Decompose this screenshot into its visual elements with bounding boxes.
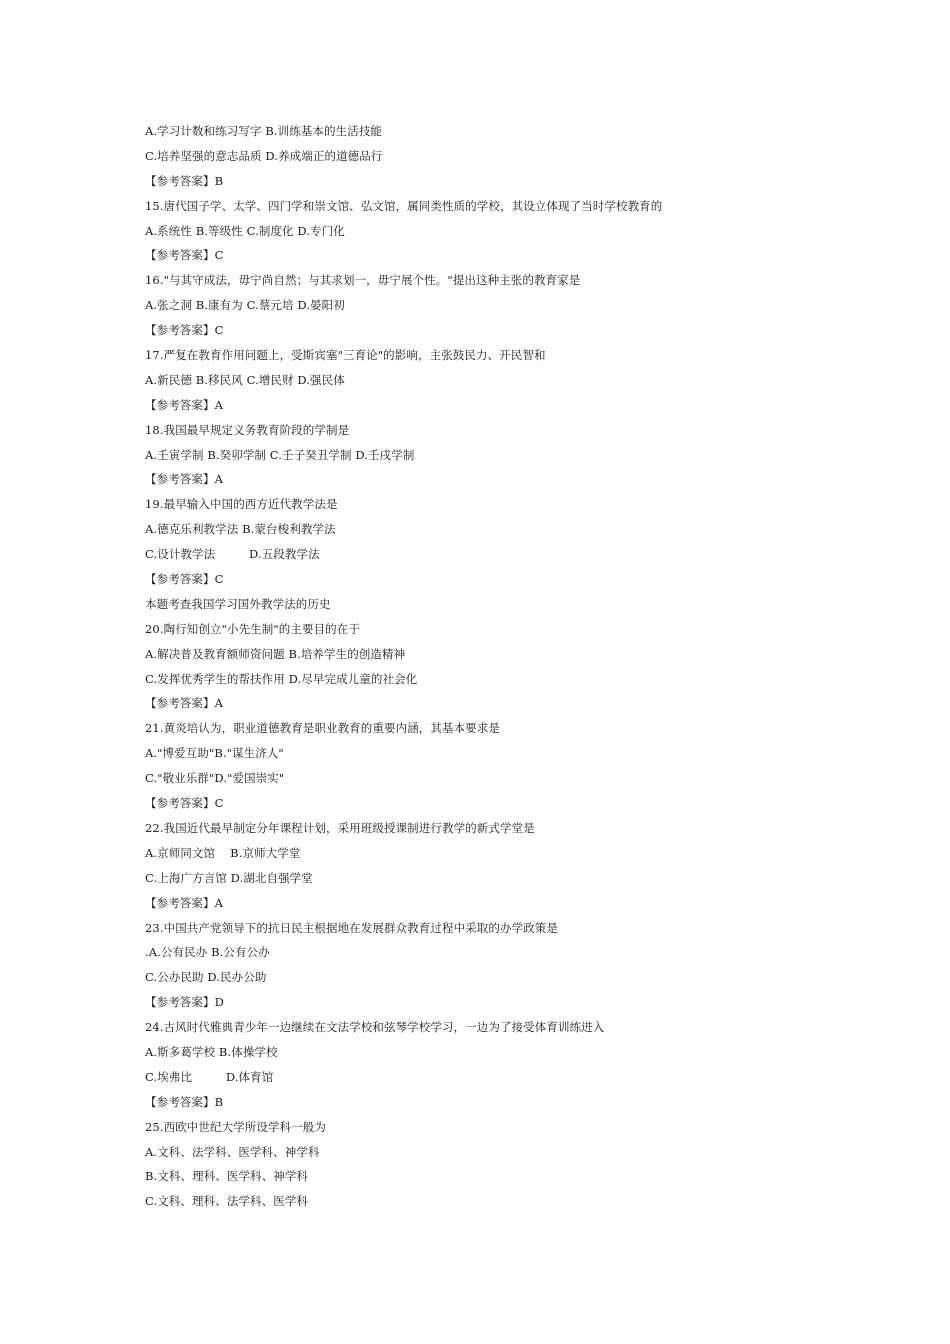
option-line: A.张之洞 B.康有为 C.蔡元培 D.晏阳初 xyxy=(145,298,345,313)
question-line: 21.黄炎培认为，职业道德教育是职业教育的重要内涵，其基本要求是 xyxy=(145,721,500,736)
option-line: A.新民德 B.移民风 C.增民财 D.强民体 xyxy=(145,372,345,387)
answer-line: 【参考答案】A xyxy=(145,397,224,412)
question-line: 23.中国共产党领导下的抗日民主根据地在发展群众教育过程中采取的办学政策是 xyxy=(145,920,558,935)
explanation-line: 本题考查我国学习国外教学法的历史 xyxy=(145,596,331,611)
answer-line: 【参考答案】A xyxy=(145,696,224,711)
answer-line: 【参考答案】C xyxy=(145,323,224,338)
answer-line: 【参考答案】B xyxy=(145,173,224,188)
option-line: C.设计教学法 D.五段教学法 xyxy=(145,547,320,562)
question-line: 24.古风时代雅典青少年一边继续在文法学校和弦琴学校学习，一边为了接受体育训练进入 xyxy=(145,1020,605,1035)
option-line: A.学习计数和练习写字 B.训练基本的生活技能 xyxy=(145,124,383,138)
question-line: 15.唐代国子学、太学、四门学和崇文馆、弘文馆，属同类性质的学校，其设立体现了当时学校教育的 xyxy=(145,198,663,213)
option-line: A.京师同文馆 B.京师大学堂 xyxy=(145,845,301,860)
option-line: B.文科、理科、医学科、神学科 xyxy=(145,1169,309,1184)
exam-text-body xyxy=(145,121,845,1216)
option-line: C.埃弗比 D.体育馆 xyxy=(145,1069,274,1084)
answer-line: 【参考答案】D xyxy=(145,995,224,1010)
question-line: 19.最早输入中国的西方近代教学法是 xyxy=(145,497,338,512)
option-line: A.壬寅学制 B.癸卯学制 C.壬子癸丑学制 D.壬戌学制 xyxy=(145,447,415,462)
question-line: 17.严复在教育作用问题上，受斯宾塞"三育论"的影响，主张鼓民力、开民智和 xyxy=(145,348,546,363)
option-line: .A.公有民办 B.公有公办 xyxy=(145,945,270,960)
answer-line: 【参考答案】A xyxy=(145,895,224,910)
question-line: 16."与其守成法，毋宁尚自然；与其求划一，毋宁展个性。"提出这种主张的教育家是 xyxy=(145,273,581,288)
answer-line: 【参考答案】A xyxy=(145,472,224,487)
answer-line: 【参考答案】C xyxy=(145,572,224,587)
option-line: C.文科、理科、法学科、医学科 xyxy=(145,1194,309,1209)
option-line: C.上海广方言馆 D.湖北自强学堂 xyxy=(145,870,313,885)
option-line: C.发挥优秀学生的帮扶作用 D.尽早完成儿童的社会化 xyxy=(145,671,418,686)
option-line: C."敬业乐群"D."爱国崇实" xyxy=(145,771,285,786)
option-line: A.斯多葛学校 B.体操学校 xyxy=(145,1044,278,1059)
option-line: A.文科、法学科、医学科、神学科 xyxy=(145,1144,320,1159)
option-line: C.公办民助 D.民办公助 xyxy=(145,970,267,985)
answer-line: 【参考答案】C xyxy=(145,248,224,263)
option-line: C.培养坚强的意志品质 D.养成端正的道德品行 xyxy=(145,148,383,163)
question-line: 18.我国最早规定义务教育阶段的学制是 xyxy=(145,422,350,437)
option-line: A.解决普及教育额师资问题 B.培养学生的创造精神 xyxy=(145,646,406,661)
answer-line: 【参考答案】C xyxy=(145,796,224,811)
option-line: A.德克乐利教学法 B.蒙台梭利教学法 xyxy=(145,522,336,537)
answer-line: 【参考答案】B xyxy=(145,1094,224,1109)
option-line: A."博爱互助"B."谋生济人" xyxy=(145,746,284,761)
question-line: 20.陶行知创立"小先生制"的主要目的在于 xyxy=(145,621,360,636)
option-line: A.系统性 B.等级性 C.制度化 D.专门化 xyxy=(145,223,345,238)
question-line: 22.我国近代最早制定分年课程计划，采用班级授课制进行教学的新式学堂是 xyxy=(145,820,535,835)
question-line: 25.西欧中世纪大学所设学科一般为 xyxy=(145,1119,326,1134)
